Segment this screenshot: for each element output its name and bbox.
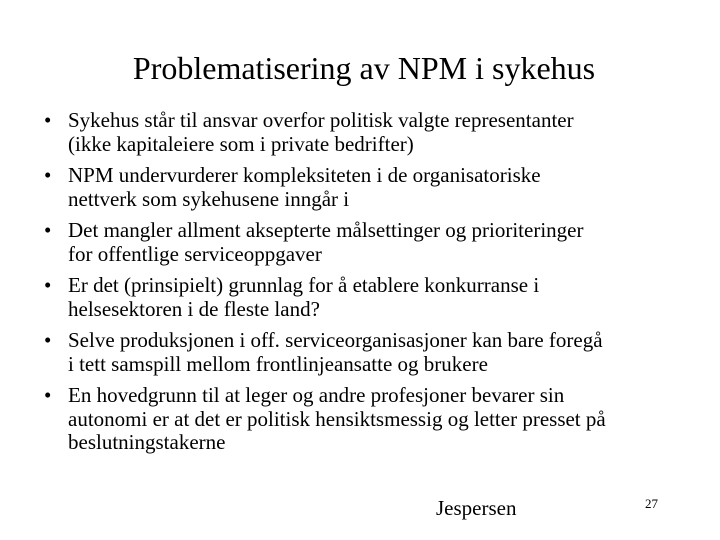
bullet-text-line: En hovedgrunn til at leger og andre profesjoner bevarer sin — [68, 383, 565, 407]
bullet-item — [44, 219, 704, 266]
bullet-marker: • — [44, 163, 52, 187]
bullet-item — [44, 164, 704, 211]
bullet-text-line: Selve produksjonen i off. serviceorganisasjoner kan bare foregå — [68, 328, 603, 352]
bullet-text-line: beslutningstakerne — [68, 430, 226, 454]
bullet-text-line: Det mangler allment aksepterte målsettinger og prioriteringer — [68, 218, 584, 242]
bullet-marker: • — [44, 273, 52, 297]
bullet-text-line: for offentlige serviceoppgaver — [68, 241, 322, 266]
footer-author: Jespersen — [436, 496, 517, 520]
bullet-text-line: Er det (prinsipielt) grunnlag for å etablere konkurranse i — [68, 273, 540, 297]
bullet-marker: • — [44, 383, 52, 407]
bullet-item — [44, 384, 704, 455]
bullet-marker: • — [44, 328, 52, 352]
slide-title: Problematisering av NPM i sykehus — [132, 50, 596, 86]
bullet-text-line: autonomi er at det er politisk hensiktsmessig og letter presset på — [68, 406, 606, 431]
bullet-text-line: (ikke kapitaleiere som i private bedrifter) — [68, 131, 414, 156]
bullet-item — [44, 274, 704, 321]
bullet-item — [44, 109, 704, 156]
bullet-marker: • — [44, 108, 52, 132]
bullet-item — [44, 329, 704, 376]
bullet-text-line: helsesektoren i de fleste land? — [68, 296, 320, 321]
bullet-text-line: Sykehus står til ansvar overfor politisk valgte representanter — [68, 108, 574, 132]
slide-number: 27 — [645, 496, 658, 511]
bullet-list — [44, 109, 704, 463]
bullet-text-line: NPM undervurderer kompleksiteten i de organisatoriske — [68, 163, 541, 187]
bullet-marker: • — [44, 218, 52, 242]
bullet-text-line: nettverk som sykehusene inngår i — [68, 186, 350, 211]
bullet-text-line: i tett samspill mellom frontlinjeansatte og brukere — [68, 351, 488, 376]
